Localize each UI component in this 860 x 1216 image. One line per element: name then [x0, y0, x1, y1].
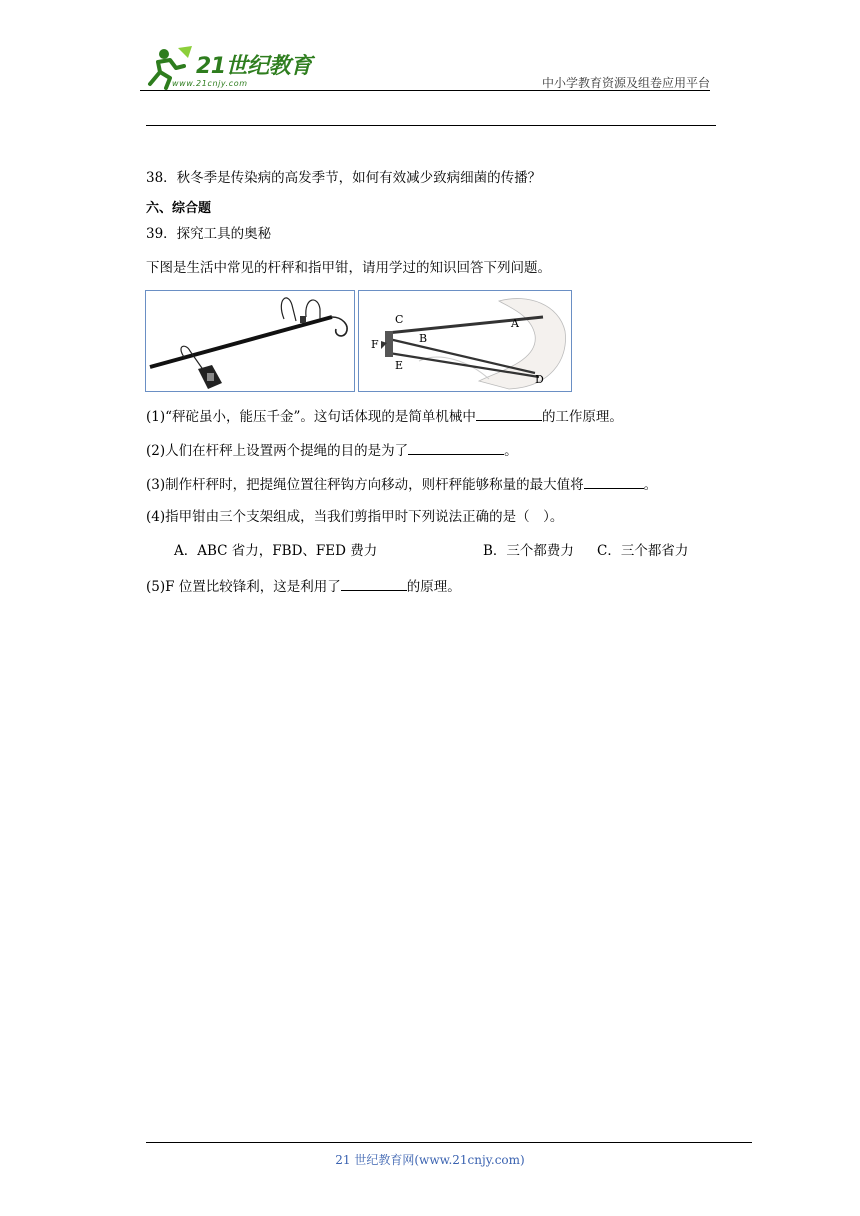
figure-label-a: A: [511, 317, 519, 330]
question-39-intro: 下图是生活中常见的杆秤和指甲钳，请用学过的知识回答下列问题。: [146, 260, 551, 276]
figure-label-f: F: [371, 338, 379, 351]
answer-blank-1[interactable]: [476, 406, 542, 421]
answer-blank-5[interactable]: [341, 576, 407, 591]
section-title: 六、综合题: [146, 201, 212, 216]
header-underline: [140, 90, 710, 91]
figure-label-e: E: [395, 359, 404, 372]
question-39-part-3: (3)制作杆秤时，把提绳位置往秤钩方向移动，则杆秤能够称量的最大值将 。: [146, 474, 657, 494]
header-platform-text: 中小学教育资源及组卷应用平台: [541, 76, 710, 90]
steelyard-image: [146, 291, 354, 391]
question-39-part-5: (5)F 位置比较锋利，这是利用了 的原理。: [146, 576, 461, 596]
figure-label-d: D: [535, 373, 544, 386]
question-39-title: 39．探究工具的奥秘: [146, 226, 272, 242]
footer-text: 21 世纪教育网(www.21cnjy.com): [335, 1153, 525, 1167]
header-rule: [146, 125, 716, 126]
answer-blank-2[interactable]: [408, 440, 504, 455]
option-c: C．三个都省力: [597, 543, 689, 559]
figure-label-c: C: [395, 313, 404, 326]
option-a: A．ABC 省力，FBD、FED 费力: [174, 543, 378, 559]
question-39-part-2: (2)人们在杆秤上设置两个提绳的目的是为了 。: [146, 440, 518, 460]
nail-clipper-figure: [358, 290, 572, 392]
figure-label-b: B: [419, 332, 428, 345]
steelyard-figure: [145, 290, 355, 392]
logo-text: 21世纪教育: [196, 54, 312, 79]
logo-url: www.21cnjy.com: [172, 79, 248, 88]
footer-rule: [146, 1142, 752, 1143]
option-b: B．三个都费力: [483, 543, 574, 559]
question-39-part-1: (1)“秤砣虽小，能压千金”。这句话体现的是简单机械中 的工作原理。: [146, 406, 623, 426]
question-38: 38．秋冬季是传染病的高发季节，如何有效减少致病细菌的传播？: [146, 170, 542, 186]
answer-blank-3[interactable]: [584, 474, 644, 489]
question-39-part-4: (4)指甲钳由三个支架组成，当我们剪指甲时下列说法正确的是（ ）。: [146, 509, 564, 525]
